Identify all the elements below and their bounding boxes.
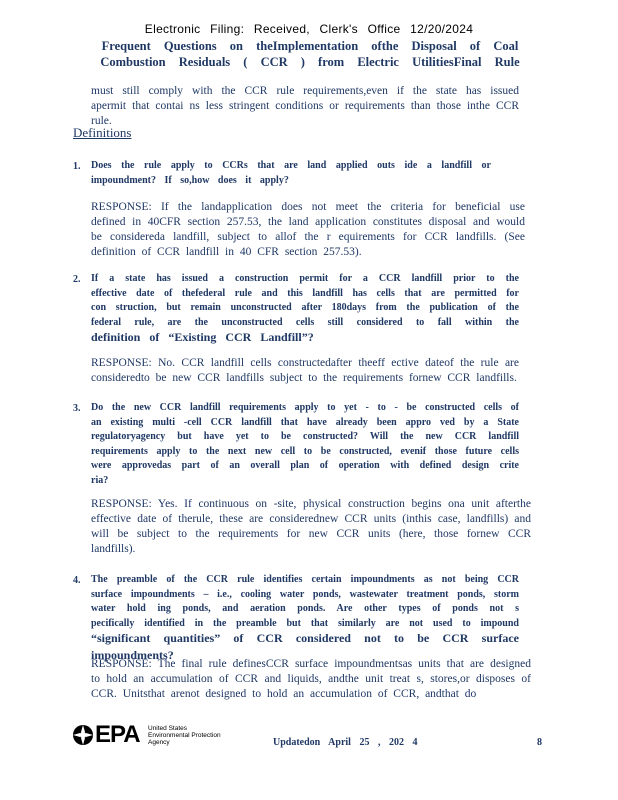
question-number-3: 3. <box>73 403 81 414</box>
response-4: RESPONSE: The final rule definesCCR surface impoundmentsas units that are designed to hold an accumulation of CCR and liquids, andthe unit treat s, stores,or disposes of CCR. Unitsthat arenot designed to hold an accumulation of CCR, andthat do <box>91 658 531 700</box>
question-4 <box>91 573 519 664</box>
epa-wordmark: EPA <box>95 721 140 748</box>
question-2-text: If a state has issued a construction permit for a CCR landfill prior to the effective date of thefederal rule and this landfill has cells that are permitted for con struction, but remain unconstructed after 180days from the publication of the federal rule, are the unconstructed cells still considered to fall within the <box>91 273 519 328</box>
epa-agency-name <box>148 725 238 746</box>
question-number-1: 1. <box>73 161 81 172</box>
response-2: RESPONSE: No. CCR landfill cells constructedafter theeff ective dateof the rule are consideredto be new CCR landfills subject to the requirements fornew CCR landfills. <box>91 357 519 384</box>
document-title <box>90 38 530 70</box>
agency-line-2: Environmental Protection <box>148 732 221 739</box>
intro-paragraph: must still comply with the CCR rule requirements,even if the state has issued apermit that contai ns less stringent conditions or requirements than those inthe CCR rule. <box>91 85 519 127</box>
question-4-emphasis: “significant quantities” of CCR considered not to be CCR surface impoundments? <box>91 631 519 662</box>
question-2-emphasis: definition of “Existing CCR Landfill”? <box>91 330 314 344</box>
agency-line-1: United States <box>148 725 188 732</box>
updated-date: Updatedon April 25 , 202 4 <box>273 737 418 748</box>
epa-flower-icon <box>72 724 94 746</box>
page-number: 8 <box>537 737 542 748</box>
title-line-2: Combustion Residuals ( CCR ) from Electric UtilitiesFinal Rule <box>100 55 520 69</box>
response-3: RESPONSE: Yes. If continuous on -site, physical construction begins ona unit afterthe effective date of therule, these are considerednew CCR units (inthis case, landfills) and will be subject to the requirements for new CCR units (here, those fornew CCR landfills). <box>91 498 531 555</box>
title-line-1: Frequent Questions on theImplementation ofthe Disposal of Coal <box>101 39 519 53</box>
filing-stamp: Electronic Filing: Received, Clerk's Office 12/20/2024 <box>144 22 474 36</box>
question-number-4: 4. <box>73 575 81 586</box>
question-3: Do the new CCR landfill requirements apply to yet - to - be constructed cells of an existing multi -cell CCR landfill that have already been appro ved by a State regulatoryagency but have yet to be constructed? Will the new CCR landfill requirements apply to the next new cell to be constructed, evenif those future cells were approvedas part of an overall plan of operation with defined design crite ria? <box>91 402 519 486</box>
question-1: Does the rule apply to CCRs that are land applied outs ide a landfill or impoundment? If so,how does it apply? <box>91 160 491 186</box>
question-2 <box>91 272 519 347</box>
response-1: RESPONSE: If the landapplication does not meet the criteria for beneficial use defined in 40CFR section 257.53, the land application constitutes disposal and would be considereda landfill, subject to allof the r equirements for CCR landfills. (See definition of CCR landfill in 40 CFR section 257.53). <box>91 201 525 258</box>
question-number-2: 2. <box>73 274 81 285</box>
section-heading: Definitions <box>73 125 132 140</box>
agency-line-3: Agency <box>148 739 170 746</box>
question-4-text: The preamble of the CCR rule identifies certain impoundments as not being CCR surface impoundments – i.e., cooling water ponds, wastewater treatment ponds, storm water hold ing ponds, and aeration ponds. Are other types of ponds not s pecifically identified in the preamble but that similarly are not used to impound <box>91 574 519 629</box>
